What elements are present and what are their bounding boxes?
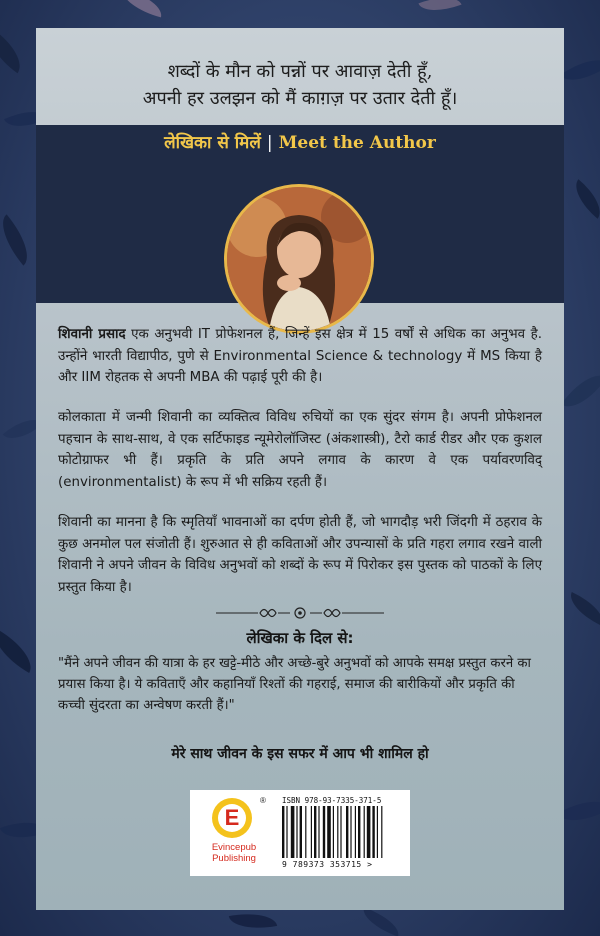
barcode-bar: [355, 806, 356, 858]
barcode-bar: [296, 806, 297, 858]
publisher-name-line-2: Publishing: [212, 853, 256, 864]
decorative-leaf: [567, 179, 600, 219]
registered-mark: ®: [260, 796, 266, 805]
barcode-bar: [367, 806, 371, 858]
decorative-leaf: [359, 907, 404, 936]
barcode-bar: [300, 806, 302, 858]
decorative-leaf: [561, 365, 600, 417]
barcode-bar: [346, 806, 348, 858]
closing-tagline: मेरे साथ जीवन के इस सफर में आप भी शामिल हो: [171, 746, 429, 762]
barcode-bar: [377, 806, 378, 858]
barcode-bar: [327, 806, 331, 858]
portrait-illustration: [227, 187, 371, 331]
barcode-bar: [337, 806, 338, 858]
publisher-logo: [198, 796, 270, 870]
barcode-bar: [291, 806, 295, 858]
ornamental-divider: [36, 604, 564, 622]
meet-the-author-heading: [36, 130, 564, 153]
heading-separator: |: [266, 133, 273, 153]
barcode: [282, 806, 400, 858]
bio-paragraph-1: [58, 324, 542, 389]
decorative-leaf: [118, 0, 165, 17]
barcode-bar: [372, 806, 374, 858]
barcode-bar: [358, 806, 360, 858]
content-panel: [36, 28, 564, 910]
barcode-bar: [314, 806, 316, 858]
opening-couplet: [36, 58, 564, 112]
barcode-bar: [340, 806, 341, 858]
decorative-leaf: [564, 592, 600, 626]
barcode-bar: [282, 806, 284, 858]
author-photo: [224, 184, 374, 334]
heading-hindi: लेखिका से मिलें: [164, 133, 261, 153]
publisher-name-line-1: Evincepub: [211, 842, 257, 853]
barcode-bar: [305, 806, 306, 858]
decorative-leaf: [0, 29, 30, 73]
couplet-line-2: अपनी हर उलझन को मैं काग़ज़ पर उतार देती हूँ।: [142, 88, 458, 109]
isbn-barcode-box: [190, 790, 410, 876]
publisher-name: [198, 842, 270, 864]
couplet-line-1: शब्दों के मौन को पन्नों पर आवाज़ देती हूँ,: [167, 61, 433, 82]
author-portrait: [227, 187, 371, 331]
publisher-logo-letter: E: [218, 804, 246, 832]
from-the-heart-heading: लेखिका के दिल से:: [246, 629, 354, 647]
barcode-bar: [364, 806, 365, 858]
decorative-leaf: [0, 214, 39, 265]
heading-english: Meet the Author: [278, 133, 436, 153]
bio-paragraph-1-text: एक अनुभवी IT प्रोफेशनल हैं, जिन्हें इस क्षेत्र में 15 वर्षों से अधिक का अनुभव है. उन्होंने भारती विद्यापीठ, पुणे से Environmental Science & technology में MS किया है और IIM रोहतक से अपनी MBA की पढ़ाई पूरी की है।: [58, 327, 542, 385]
barcode-digits: 9 789373 353715 >: [282, 860, 373, 869]
bio-paragraph-2: कोलकाता में जन्मी शिवानी का व्यक्तित्व विविध रुचियों का एक सुंदर संगम है। अपनी प्रोफेशनल पहचान के साथ-साथ, वे एक सर्टिफाइड न्यूमेरोलॉजिस्ट (अंकशास्त्री), टैरो कार्ड रीडर और एक कुशल फोटोग्राफर भी हैं। प्रकृति के प्रति अपने लगाव के कारण वे एक पर्यावरणविद् (environmentalist) के रूप में भी सक्रिय रहती हैं।: [58, 410, 542, 490]
barcode-bar: [318, 806, 319, 858]
bio-paragraph-3: शिवानी का मानना है कि स्मृतियाँ भावनाओं का दर्पण होती हैं, जो भागदौड़ भरी जिंदगी में ठहराव के कुछ अनमोल पल संजोती हैं। शुरुआत से ही कविताओं और उपन्यासों के प्रति गहरा लगाव रखने वाली शिवानी ने अपने जीवन के विविध अनुभवों को शब्दों के रूप में पिरोकर इस पुस्तक को पाठकों के लिए प्रस्तुत किया है।: [58, 515, 542, 595]
barcode-bar: [350, 806, 351, 858]
decorative-leaf: [418, 0, 461, 18]
barcode-bar: [333, 806, 334, 858]
publisher-logo-circle: [212, 798, 252, 838]
isbn-label: ISBN 978-93-7335-371-5: [282, 796, 382, 805]
author-name: शिवानी प्रसाद: [58, 327, 126, 342]
from-the-heart-quote: "मैंने अपने जीवन की यात्रा के हर खट्टे-मीठे और अच्छे-बुरे अनुभवों को आपके समक्ष प्रस्तुत करने का प्रयास किया है। ये कविताएँ और कहानियाँ रिश्तों की गहराई, समाज की बारीकियों और प्रकृति की कच्ची सुंदरता का अन्वेषण करती हैं।": [58, 656, 531, 713]
barcode-bar: [381, 806, 382, 858]
barcode-bar: [286, 806, 287, 858]
decorative-leaf: [560, 49, 600, 92]
barcode-bar: [323, 806, 325, 858]
decorative-leaf: [229, 908, 277, 934]
decorative-leaf: [0, 629, 40, 673]
barcode-bar: [311, 806, 312, 858]
decorative-leaf: [558, 789, 600, 832]
